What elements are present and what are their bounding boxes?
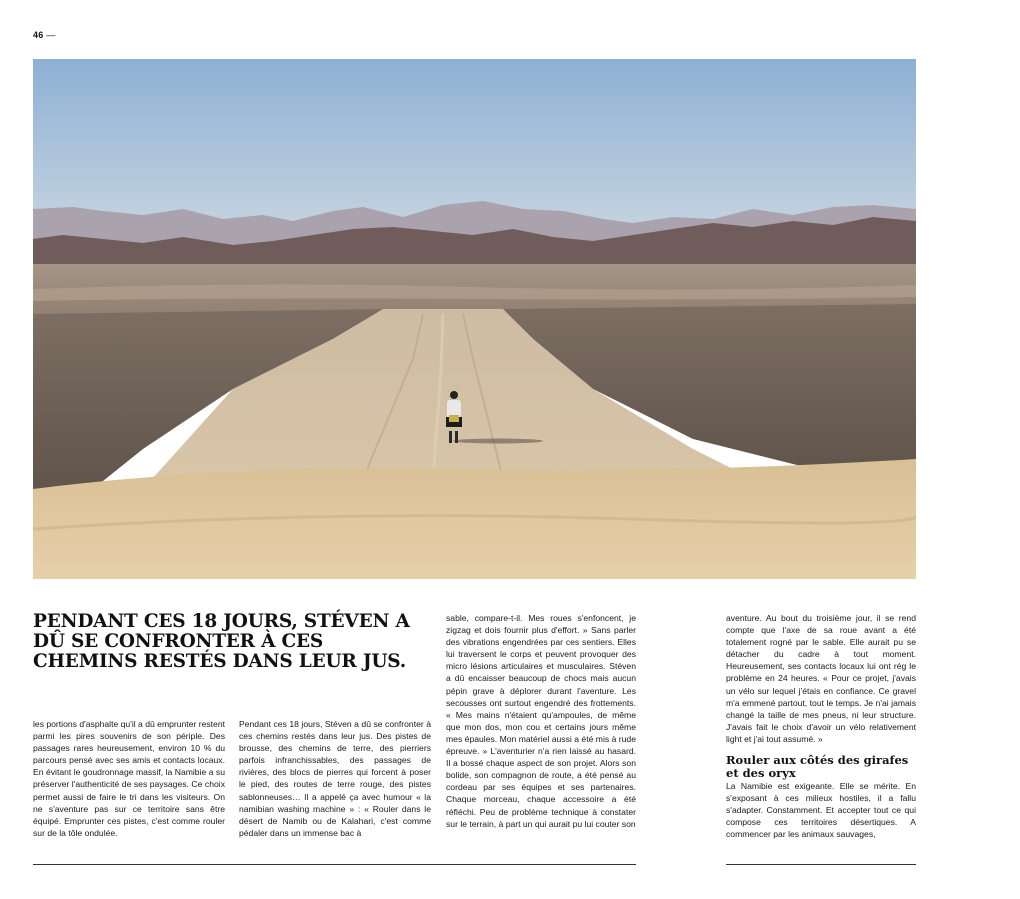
page-number: 46 [33,30,44,40]
article-column-3: sable, compare-t-il. Mes roues s'enfoncent, je zigzag et dois fournir plus d'effort. » Sans parler des vibrations engendrées par ces sentiers. Elles lui traversent le corps et peuvent provoquer des micro lésions articulaires et musculaires. Stéven a dû encaisser beaucoup de chocs mais aucun pépin grave à déplorer durant l'aventure. Les secousses ont surtout engendré des frottements. « Mes mains n'étaient qu'ampoules, de même que mon dos, mon cou et certains jours même mes épaules. Mon matériel aussi a été mis à rude épreuve. » L'aventurier n'a rien laissé au hasard. Il a bossé chaque aspect de son projet. Alors son bolide, son compagnon de route, a été pensé au cordeau par ses équipes et ses partenaires. Chaque morceau, chaque accessoire a été réfléchi. Peu de problème technique à constater sur le terrain, à part un qui aurait pu lui couter son [446,613,636,829]
desert-road-illustration [33,59,916,579]
article-column-2: Pendant ces 18 jours, Stéven a dû se confronter à ces chemins restés dans leur jus. Des pistes de brousse, des chemins de terre, des pierriers parfois infranchissables, des passages de rivières, des blocs de pierres qui forcent à poser le pied, des routes de terre rouge, des pistes sablonneuses… Il a appelé ça avec humour « la namibian washing machine » : « Rouler dans le désert de Namib ou de Kalahari, c'est comme pédaler dans un immense bac à [239,719,431,838]
page-folio [33,30,56,40]
bottom-rule-left [33,864,636,865]
article-column-1: les portions d'asphalte qu'il a dû emprunter restent parmi les pires souvenirs de son périple. Des passages rares heureusement, environ 10 % du parcours pensé avec ses amis et contacts locaux. En évitant le goudronnage massif, la Namibie a su préserver l'authenticité de ses paysages. Ce choix permet aussi de faire le tri dans les visiteurs. On ne s'aventure pas sur ce territoire sans être équipé. Emprunter ces pistes, c'est comme rouler sur de la tôle ondulée. [33,719,225,838]
folio-dash: — [46,30,56,40]
section-subheading: Rouler aux côtés des girafes et des oryx [726,753,909,780]
article-column-4-top: aventure. Au bout du troisième jour, il se rend compte que l'axe de sa roue avant a été totalement rogné par le sable. Elle aurait pu se détacher du cadre à tout moment. Heureusement, ses contacts locaux lui ont rég le problème en 24 heures. « Pour ce projet, j'avais un vélo sur lequel j'étais en confiance. Ce gravel m'a emmené partout, tout le temps. Je n'ai jamais changé la taille de mes pneus, ni leur structure. J'avais fait le choix d'avoir un vélo relativement light et j'ai tout assumé. » [726,613,916,744]
desert-road-photo [33,59,916,579]
sand-foreground [33,459,916,579]
pull-quote: PENDANT CES 18 JOURS, STÉVEN A DÛ SE CONFRONTER À CES CHEMINS RESTÉS DANS LEUR JUS. [33,611,410,672]
bottom-rule-right [726,864,916,865]
article-column-4-bottom: La Namibie est exigeante. Elle se mérite. En s'exposant à ces milieux hostiles, il a fallu s'adapter. Constamment. Et accepter tout ce qui compose ces territoires désertiques. A commencer par les animaux sauvages, [726,781,916,840]
